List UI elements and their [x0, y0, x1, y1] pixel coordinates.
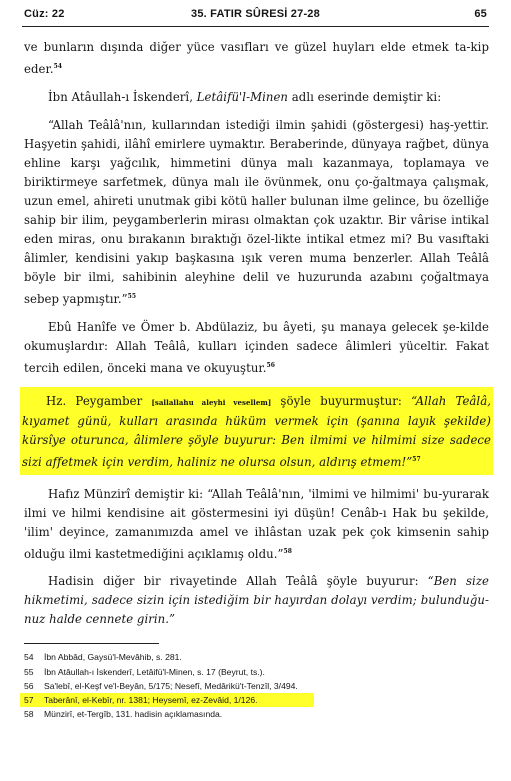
footnote-ref-56: 56	[266, 361, 275, 369]
footnote-ref-58: 58	[283, 547, 292, 555]
footnote-ref-54: 54	[53, 63, 63, 70]
page-header	[22, 4, 489, 27]
book-title: Letâifü'l-Minen	[196, 89, 288, 104]
paragraph-7: Hadisin diğer bir rivayetinde Allah Teâlâ şöyle buyurur: “Ben size hikmetimi, sadece sizin için istediğim bir hayırdan dolayı verdim; bulunduğu-nuz halde cennete girin.”	[24, 574, 489, 627]
footnote-ref-57: 57	[412, 455, 421, 463]
page-body	[24, 38, 489, 721]
hadith-quote-2: “Ben size hikmetimi, sadece sizin için istediğim bir hayırdan dolayı verdim; bulunduğu-nuz halde cennete girin.”	[24, 574, 489, 627]
surah-title: 35. FATIR SÛRESİ 27-28	[191, 8, 320, 20]
footnote-58: 58 Münzirî, et-Tergîb, 131. hadisin açıklamasında.	[24, 709, 223, 720]
hadith-quote: “Allah Teâlâ, kıyamet günü, kulları arasında hüküm vermek için (şanına layık şekilde) kürsîye oturunca, âlimlere şöyle buyurur: Ben ilmimi ve hilmimi size sadece sizi affetmek için verdim, haliniz ne olursa olsun, aldırış etmem!”	[22, 393, 491, 469]
paragraph-4: Ebû Hanîfe ve Ömer b. Abdülaziz, bu âyeti, şu manaya gelecek şe-kilde okumuşlardır: Allah Teâlâ, kulları içinden sadece âlimleri yüceltir. Fakat tercih edilen, önceki mana ve okuyuştur.$^{56}$	[24, 319, 489, 375]
paragraph-2: İbn Atâullah-ı İskenderî, Letâifü'l-Minen adlı eserinde demiştir ki:	[48, 89, 442, 104]
footnote-56: 56 Sa'lebî, el-Keşf ve'l-Beyân, 5/175; Nesefî, Medârikü't-Tenzîl, 3/494.	[24, 680, 298, 691]
salawat-text: [sallallahu aleyhi vesellem]	[151, 397, 272, 407]
page-number: 65	[474, 8, 487, 20]
juz-label: Cüz: 22	[24, 8, 65, 20]
paragraph-6: Hafız Münzirî demiştir ki: “Allah Teâlâ'nın, 'ilmimi ve hilmimi' bu-yurarak ilmi ve hilmi kendisine ait göstermesini iyi düşün! Cenâb-ı Hak bu şekilde, 'ilim' deyince, zamanımızda amel ve ihlâstan uzak pek çok kimsenin sahip olduğu ilmi kastetmediğini açıklamış oldu.”$^{58}$	[24, 486, 489, 561]
footnote-ref-55: 55	[127, 292, 137, 300]
paragraph-1: ve bunların dışında diğer yüce vasıfları ve güzel huyları elde etmek ta-kip eder.$^{54}$	[24, 40, 489, 76]
footnotes	[24, 650, 489, 721]
paragraph-3-quote: “Allah Teâlâ'nın, kullarından istediği ilmin şahidi (göstergesi) haş-yettir. Haşyetin şahidi, ilâhî emirlere uymaktır. Beraberinde, dünyaya rağbet, dünya ehline karşı yağcılık, himmetini dünya malı kazanmaya, toplamaya ve biriktirmeye sarfetmek, dünya malı ile övünmek, onu ço-ğaltmaya çalışmak, uzun emel, ahireti unutmak gibi kötü haller bulunan ilme gelince, bu özelliğe sahip bir ilim, peygamberlerin mirası olmaktan çok uzaktır. Bir vârise intikal eden miras, onu bırakanın bıraktığı özel-likte intikal etmez mi? Bu vasıftaki âlimler, kendisini yakıp başkasına ışık veren muma benzerler. Allah Teâlâ böyle bir ilmi, sahibinin aleyhine delil ve huzurunda azabını çoğaltmaya sebep yapmıştır.”$^{55}$	[24, 117, 489, 306]
highlighted-hadith: Hz. Peygamber [sallallahu aleyhi vesellem] şöyle buyurmuştur: “Allah Teâlâ, kıyamet günü, kulları arasında hüküm vermek için (şanına layık şekilde) kürsîye oturunca, âlimlere şöyle buyurur: Ben ilmimi ve hilmimi size sadece sizi affetmek için verdim, haliniz ne olursa olsun, aldırış etmem!”$^{57}$	[20, 387, 493, 475]
footnote-54: 54 İbn Abbâd, Gaysü'l-Mevâhib, s. 281.	[24, 652, 182, 663]
footnote-57-highlighted: 57 Taberânî, el-Kebîr, nr. 1381; Heysemî, ez-Zevâid, 1/126.	[20, 693, 314, 707]
footnote-divider	[24, 643, 159, 644]
footnote-55: 55 İbn Atâullah-ı İskenderî, Letâifü'l-Minen, s. 17 (Beyrut, ts.).	[24, 666, 265, 677]
